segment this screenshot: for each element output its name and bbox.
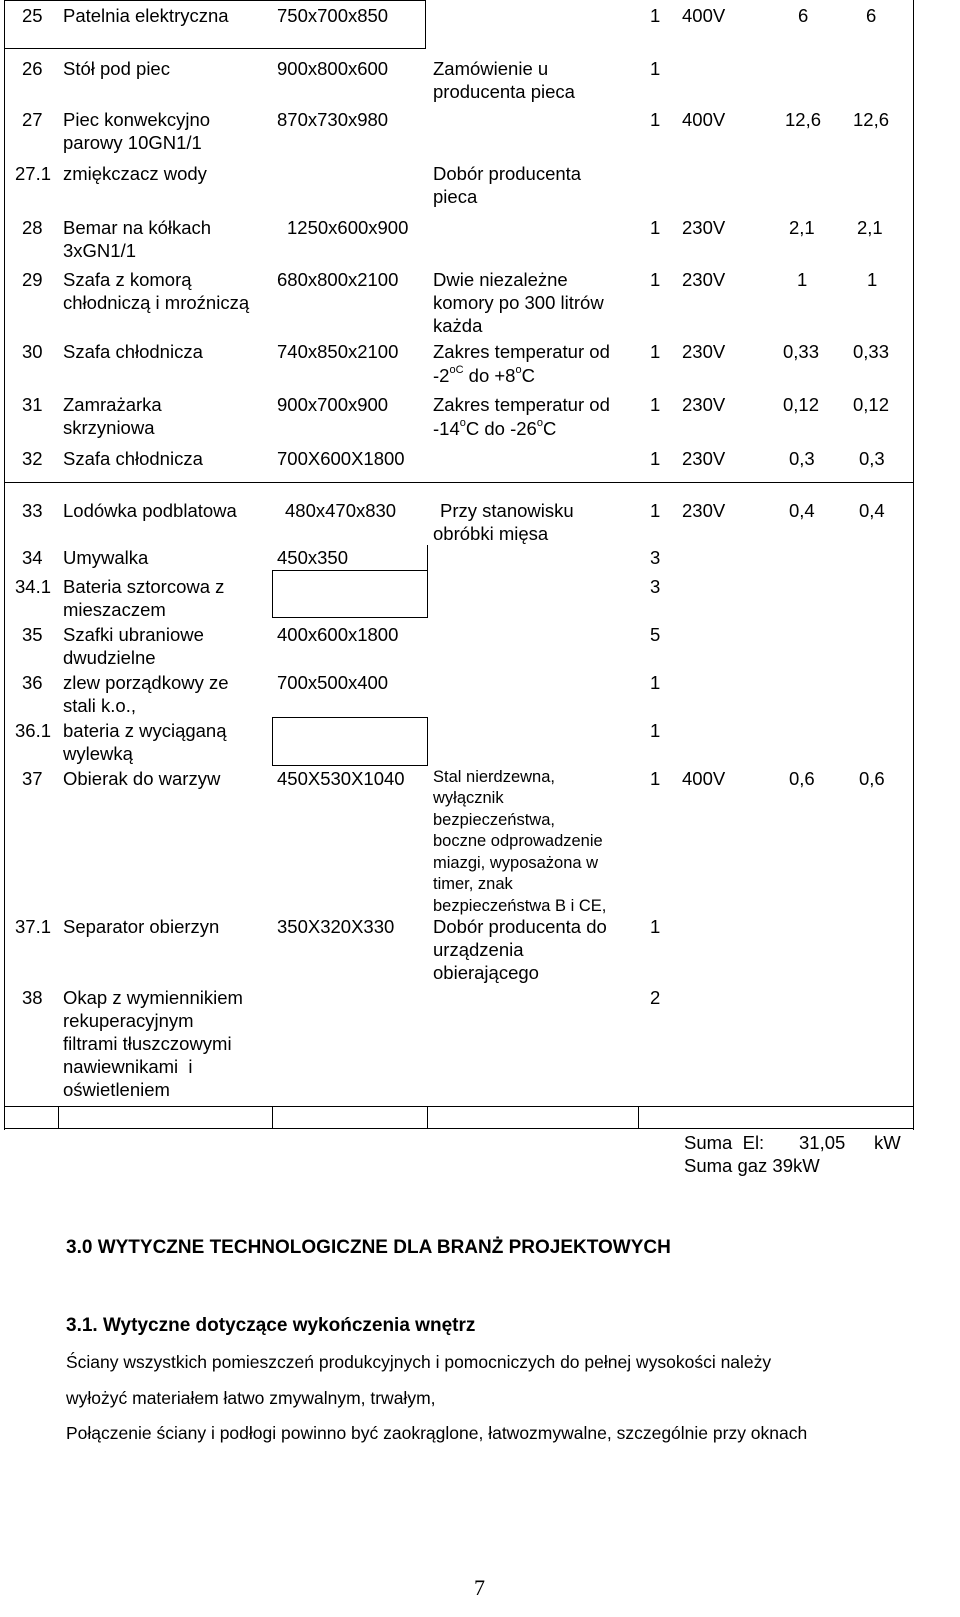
item-note: timer, znak: [433, 875, 513, 893]
item-name: zlew porządkowy ze: [63, 672, 229, 693]
item-name: Zamrażarka: [63, 394, 162, 415]
item-dimensions: 450x350: [277, 547, 348, 568]
item-name: 3xGN1/1: [63, 240, 137, 261]
item-name: nawiewnikami i: [63, 1056, 193, 1077]
item-dimensions: 1250x600x900: [287, 217, 409, 238]
item-name: Lodówka podblatowa: [63, 500, 237, 521]
item-name: parowy 10GN1/1: [63, 132, 202, 153]
item-note: Dobór producenta: [433, 163, 582, 184]
item-power-total: 0,4: [859, 500, 885, 521]
item-name: Piec konwekcyjno: [63, 109, 211, 130]
item-power: 0,4: [789, 500, 815, 521]
item-power: 2,1: [789, 217, 815, 238]
item-name: Szafa z komorą: [63, 269, 192, 290]
item-voltage: 400V: [682, 5, 726, 26]
item-dimensions: 750x700x850: [277, 5, 389, 26]
section-subheading: 3.1. Wytyczne dotyczące wykończenia wnętrz: [66, 1315, 476, 1336]
item-dimensions: 740x850x2100: [277, 341, 399, 362]
item-voltage: 230V: [682, 394, 726, 415]
item-quantity: 1: [650, 109, 661, 130]
item-dimensions: 480x470x830: [285, 500, 397, 521]
summary-el-value: 31,05: [799, 1132, 846, 1153]
item-quantity: 1: [650, 500, 661, 521]
item-quantity: 1: [650, 394, 661, 415]
item-quantity: 2: [650, 987, 661, 1008]
item-power-total: 0,33: [853, 341, 890, 362]
item-quantity: 1: [650, 58, 661, 79]
row-number: 34.1: [15, 576, 52, 597]
item-voltage: 230V: [682, 500, 726, 521]
item-note: Dobór producenta do: [433, 916, 607, 937]
item-name: stali k.o.,: [63, 695, 136, 716]
item-name: Patelnia elektryczna: [63, 5, 229, 26]
item-name: Szafa chłodnicza: [63, 448, 203, 469]
item-note: każda: [433, 315, 483, 336]
item-note: pieca: [433, 186, 478, 207]
item-name: skrzyniowa: [63, 417, 155, 438]
item-power: 0,3: [789, 448, 815, 469]
row-number: 26: [22, 58, 43, 79]
item-dimensions: 400x600x1800: [277, 624, 399, 645]
item-power: 0,12: [783, 394, 820, 415]
item-name: Stół pod piec: [63, 58, 170, 79]
item-name: dwudzielne: [63, 647, 156, 668]
item-voltage: 400V: [682, 768, 726, 789]
item-quantity: 1: [650, 720, 661, 741]
row-number: 37: [22, 768, 43, 789]
page-number: 7: [474, 1575, 485, 1600]
item-name: wylewką: [63, 743, 133, 764]
row-number: 33: [22, 500, 43, 521]
item-dimensions: 900x700x900: [277, 394, 389, 415]
paragraph-line: Połączenie ściany i podłogi powinno być zaokrąglone, łatwozmywalne, szczególnie przy oknach: [66, 1423, 808, 1443]
item-note: komory po 300 litrów: [433, 292, 604, 313]
item-quantity: 5: [650, 624, 661, 645]
item-power: 1: [797, 269, 808, 290]
row-number: 36.1: [15, 720, 52, 741]
summary-el-unit: kW: [874, 1132, 901, 1153]
row-number: 29: [22, 269, 43, 290]
item-voltage: 400V: [682, 109, 726, 130]
row-number: 27: [22, 109, 43, 130]
item-quantity: 1: [650, 672, 661, 693]
row-number: 27.1: [15, 163, 52, 184]
item-note: wyłącznik: [433, 789, 504, 807]
summary-gas: Suma gaz 39kW: [684, 1155, 820, 1176]
item-dimensions: 680x800x2100: [277, 269, 399, 290]
row-number: 36: [22, 672, 43, 693]
item-power-total: 6: [866, 5, 877, 26]
item-dimensions: 900x800x600: [277, 58, 389, 79]
item-name: Szafki ubraniowe: [63, 624, 204, 645]
item-power-total: 2,1: [857, 217, 883, 238]
item-dimensions: 700x500x400: [277, 672, 389, 693]
item-name: zmiękczacz wody: [63, 163, 207, 184]
item-name: chłodniczą i mroźniczą: [63, 292, 250, 313]
row-number: 34: [22, 547, 43, 568]
item-name: bateria z wyciąganą: [63, 720, 227, 741]
item-name: Bateria sztorcowa z: [63, 576, 225, 597]
item-power-total: 0,12: [853, 394, 890, 415]
row-number: 37.1: [15, 916, 52, 937]
paragraph-line: Ściany wszystkich pomieszczeń produkcyjnych i pomocniczych do pełnej wysokości należy: [66, 1352, 772, 1372]
item-power-total: 12,6: [853, 109, 890, 130]
item-name: Umywalka: [63, 547, 149, 568]
summary-el-label: Suma El:: [684, 1132, 765, 1153]
item-power: 12,6: [785, 109, 822, 130]
item-dimensions: 450X530X1040: [277, 768, 405, 789]
row-number: 38: [22, 987, 43, 1008]
section-heading: 3.0 WYTYCZNE TECHNOLOGICZNE DLA BRANŻ PROJEKTOWYCH: [66, 1237, 671, 1258]
item-quantity: 1: [650, 768, 661, 789]
item-quantity: 3: [650, 576, 661, 597]
item-name: Separator obierzyn: [63, 916, 220, 937]
item-quantity: 1: [650, 217, 661, 238]
item-power-total: 0,3: [859, 448, 885, 469]
item-note: -14$^o$C do -26$^o$C: [433, 416, 557, 439]
row-number: 32: [22, 448, 43, 469]
item-note: Zakres temperatur od: [433, 394, 610, 415]
paragraph-line: wyłożyć materiałem łatwo zmywalnym, trwałym,: [66, 1388, 436, 1408]
item-power: 0,33: [783, 341, 820, 362]
item-name: Szafa chłodnicza: [63, 341, 203, 362]
row-number: 31: [22, 394, 43, 415]
item-note: Dwie niezależne: [433, 269, 568, 290]
item-note: Zamówienie u: [433, 58, 549, 79]
item-note: Stal nierdzewna,: [433, 768, 555, 786]
item-dimensions: 870x730x980: [277, 109, 389, 130]
item-name: mieszaczem: [63, 599, 166, 620]
item-quantity: 3: [650, 547, 661, 568]
item-power: 6: [798, 5, 809, 26]
item-note: bezpieczeństwa,: [433, 811, 555, 829]
row-number: 35: [22, 624, 43, 645]
item-name: Obierak do warzyw: [63, 768, 221, 789]
item-note: obróbki mięsa: [433, 523, 549, 544]
item-name: filtrami tłuszczowymi: [63, 1033, 232, 1054]
item-note: miazgi, wyposażona w: [433, 854, 599, 872]
item-note: Przy stanowisku: [440, 500, 574, 521]
item-power-total: 1: [867, 269, 878, 290]
item-note: $-2^{oC}$ do $+8^oC$: [433, 363, 535, 386]
item-name: Okap z wymiennikiem: [63, 987, 243, 1008]
item-quantity: 1: [650, 5, 661, 26]
item-voltage: 230V: [682, 269, 726, 290]
item-dimensions: 700X600X1800: [277, 448, 405, 469]
item-quantity: 1: [650, 341, 661, 362]
item-voltage: 230V: [682, 448, 726, 469]
item-dimensions: 350X320X330: [277, 916, 395, 937]
item-power-total: 0,6: [859, 768, 885, 789]
item-quantity: 1: [650, 269, 661, 290]
item-name: rekuperacyjnym: [63, 1010, 194, 1031]
row-number: 25: [22, 5, 43, 26]
item-note: urządzenia: [433, 939, 524, 960]
item-quantity: 1: [650, 448, 661, 469]
item-note: obierającego: [433, 962, 539, 983]
item-note: Zakres temperatur od: [433, 341, 610, 362]
item-note: boczne odprowadzenie: [433, 832, 603, 850]
item-note: bezpieczeństwa B i CE,: [433, 897, 607, 915]
row-number: 30: [22, 341, 43, 362]
item-note: producenta pieca: [433, 81, 575, 102]
item-name: oświetleniem: [63, 1079, 170, 1100]
item-power: 0,6: [789, 768, 815, 789]
item-voltage: 230V: [682, 341, 726, 362]
item-name: Bemar na kółkach: [63, 217, 212, 238]
item-quantity: 1: [650, 916, 661, 937]
row-number: 28: [22, 217, 43, 238]
item-voltage: 230V: [682, 217, 726, 238]
